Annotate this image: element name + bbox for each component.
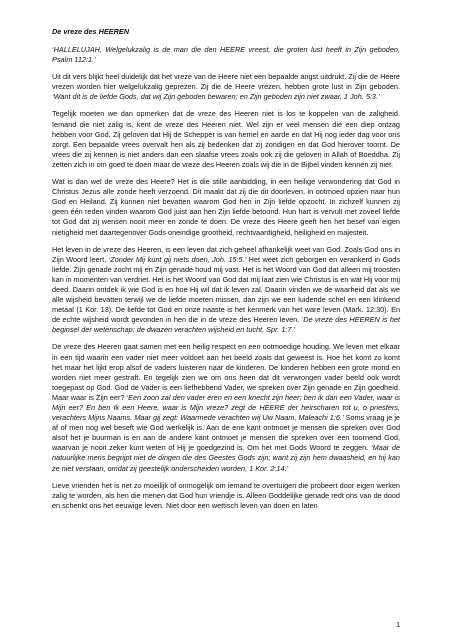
body-text: Wat is dan wel de vreze des Heere? Het is die stille aanbidding, in een heilige verwondering dat God in Christus Jezus alle zonde heeft verzoend. Dit maakt dat zij die dit doorleven, in ootmoed opzien naar hun God en Heiland. Zij kunnen niet bevatten waarom God hen in Zijn liefde opzocht. In zichzelf kunnen zij geen één reden vinden waarom God juist aan hen Zijn liefde betoond. Hun hart is vervult met zoveel liefde tot God dat zij wensen nooit meer en zonde te doen. De vreze des Heere geeft hen het besef van eigen nietigheid met daartegenover Gods oneindige grootheid, rechtvaardigheid, heiligheid en majesteit. <box>52 177 400 237</box>
paragraph <box>52 72 400 102</box>
paragraph <box>52 481 400 511</box>
body-text: Soms vraag je je af of men nog wel beseft wie God werkelijk is. Aan de ene kant ontmoet je mensen die spreken over God alsof het je buurman is en aan de andere kant ontmoet je mensen die spreken over een toornend God, waarvan je nooit zeker kunt weten of Hij je goedgezind is. Om het met Gods Woord te zeggen. <box>52 413 400 453</box>
paragraph <box>52 245 400 336</box>
body-text: De vreze des Heeren gaat samen met een heilig respect en een ootmoedige houding. We leven met elkaar in een tijd waarin een vader niet meer voldoet aan het beeld zoals dat geweest is. Hoe het komt zo komt het maar het lijkt erop alsof de vaders luisteren naar de kinderen. De kinderen hebben een grote mond en worden niet meer gestraft. En tegelijk zien we om ons heen dat dit verwrongen vader beeld ook wordt toegepast op God. God de Vader is een liefhebbend Vader, we spreken over Zijn genade en Zijn goedheid. Maar waar is Zijn eer? <box>52 342 400 402</box>
quote-text: ‘Maar de natuurlijke mens begrijpt niet de dingen die des Geestes Gods zijn; want zij zijn hem dwaasheid, en hij kan ze niet verstaan, omdat zij geestelijk onderscheiden worden, 1 Kor. 2:14.’ <box>52 443 401 473</box>
body-text: Tegelijk moeten we dan opmerken dat de vreze des Heeren niet is los te koppelen van de zaligheid. Iemand die niet zalig is, kent de vreze des Heeren niet. Wel zijn er veel mensen die een diep ontzag hebben voor God. Zij geloven dat Hij de Schepper is van hemel en aarde en dat Hij nog ieder dag voor ons zorgt. Een bepaalde vrees overvalt hen als zij bedenken dat zij zondigen en dat God hierover toornt. De vrees die zij kennen is niet anders dan een slaafse vrees zoals ook zij die geloven in Allah of Boeddha. Zij zetten zich in om goed te doen maar de vreze des Heeren zoals wij die in de Bijbel vinden kennen zij niet. <box>52 109 400 169</box>
quote-text: ‘Zonder Mij kunt gij niets doen, Joh. 15:5.’ <box>108 254 247 264</box>
paragraph <box>52 109 400 170</box>
body-text: Het weet zich geborgen en verankerd in Gods liefde. Zijn genade zocht mij en Zijn genade houd mij vast. Het is het Woord van God dat alleen mij troosten kan in momenten van verdriet. Het is het Woord van God dat mij laat zien wie Christus is en wat Hij voor mij deed. Daarin ontdek ik wie God is en hoe Hij wil dat ik leven zal. Daarin vinden we de waarheid dat als we alle wijsheid bevatten terwijl we de liefde moeten missen, dan zijn we een luidende schel en een klinkend metaal (1 Kor. 13). De liefde tot God en onze naaste is het kenmerk van het ware leven (Mark. 12:30). En de echte wijsheid wordt gevonden in hen die in de vreze des Heeren leven. <box>52 254 401 325</box>
document-body <box>52 45 400 511</box>
paragraph <box>52 45 400 65</box>
quote-text: ‘HALLELUJAH, Welgelukzalig is de man die den HEERE vreest, die groten lust heeft in Zijn geboden, Psalm 112:1.’ <box>52 45 400 65</box>
document-title: De vreze des HEEREN <box>52 27 130 36</box>
quote-text: ‘De vreze des HEEREN is het beginsel der wetenschap; de dwazen verachten wijsheid en tucht, Spr. 1:7.’ <box>52 315 400 335</box>
quote-text: ‘Een zoon zal den vader eren en een knecht zijn heer; ben ik dan een Vader, waar is Mijn eer? En ben Ik een Heere, waar is Mijn vreze? zegt de HEERE der heirscharen tot u, o priesters, verachters Mijns Naams. Maar gij zegt: Waarmede verachten wij Uw Naam, Maleachi 1:6.’ <box>52 392 400 423</box>
body-text: Lieve vrienden het is net zo moeilijk of onmogelijk om iemand te overtuigen die probeert door eigen werken zalig te worden, als hen die menen dat God hun vriendje is. Alleen Goddelijke genade redt ons van de dood en schenkt ons het eeuwige leven. Niet door een wettisch leven van doen en laten <box>52 480 400 510</box>
paragraph <box>52 177 400 238</box>
body-text: Het leven in de vreze des Heeren, is een leven dat zich geheel afhankelijk weet van God. Zoals God ons in Zijn Woord leert, <box>52 244 400 264</box>
body-text: Uit dit vers blijkt heel duidelijk dat het vreze van de Heere niet een bepaalde angst uitdrukt. Zij die de Heere vrezen worden hier welgelukzalig geprezen. Zij die de Heere vrezen, hebben grote lust in Zijn geboden. <box>52 72 400 92</box>
page-number: 1 <box>395 620 400 629</box>
quote-text: ‘Want dit is de liefde Gods, dat wij Zijn geboden bewaren; en Zijn geboden zijn niet zwaar, 1 Joh. 5:3.’ <box>52 92 380 102</box>
paragraph <box>52 342 400 473</box>
